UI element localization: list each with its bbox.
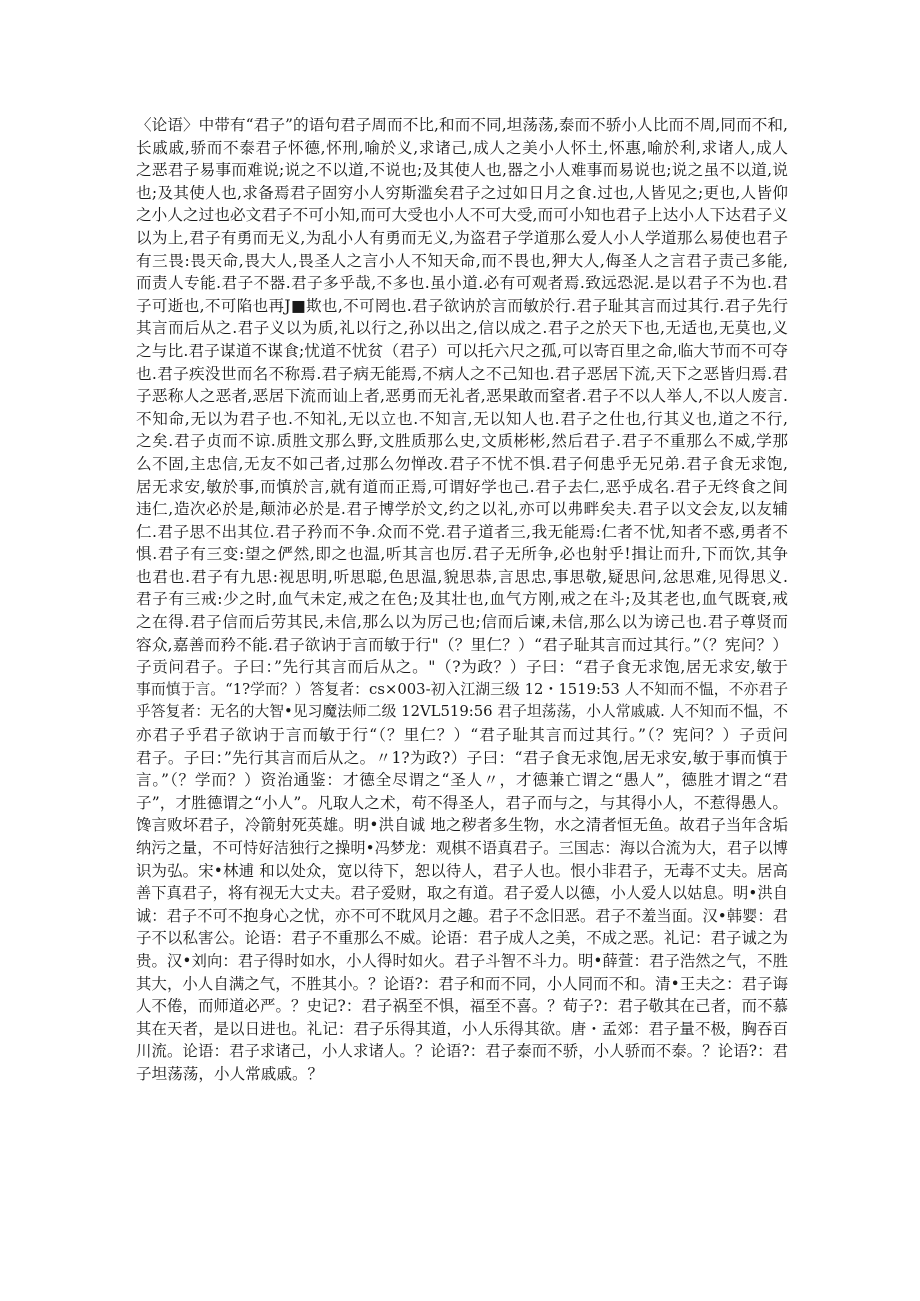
text-line: 善下真君子，将有视无大丈夫。君子爱财，取之有道。君子爱人以德，小人爱人以姑息。明•洪自 [136, 884, 788, 903]
text-line: 有三畏:畏天命,畏大人,畏圣人之言小人不知天命,而不畏也,狎大人,侮圣人之言君子责己多能, [136, 251, 788, 270]
text-line: 人不倦，而师道必严。？史记?：君子祸至不惧，福至不喜。？荀子?：君子敬其在己者，而不慕 [136, 997, 788, 1016]
text-line: 馋言败坏君子，冷箭射死英雄。明•洪自诚 地之秽者多生物，水之清者恒无鱼。故君子当年含垢 [136, 816, 788, 835]
text-line: 惧.君子有三变:望之俨然,即之也温,听其言也厉.君子无所争,必也射乎!揖让而升,下而饮,其争 [136, 545, 788, 564]
text-line: 子恶称人之恶者,恶居下流而讪上者,恶勇而无礼者,恶果敢而窒者.君子不以人举人,不以人废言. [136, 387, 788, 406]
text-line: 仁.君子思不出其位.君子矜而不争.众而不党.君子道者三,我无能焉:仁者不忧,知者不惑,勇者不 [136, 522, 788, 541]
text-line: 之恶君子易事而难说;说之不以道,不说也;及其使人也,器之小人难事而易说也;说之虽不以道,说 [136, 161, 788, 180]
text-line: 其大，小人自满之气，不胜其小。？论语?：君子和而不同，小人同而不和。清•王夫之：君子诲 [136, 974, 788, 993]
text-line: 也.君子疾没世而名不称焉.君子病无能焉,不病人之不己知也.君子恶居下流,天下之恶皆归焉.君 [136, 364, 788, 383]
text-line: 贵。汉•刘向：君子得时如水，小人得时如火。君子斗智不斗力。明•薛萱：君子浩然之气，不胜 [136, 951, 788, 970]
text-line: 言。”（？学而？）资治通鉴：才德全尽谓之“圣人〃，才德兼亡谓之“愚人”，德胜才谓之“君 [136, 771, 788, 790]
text-line: 乎答复者：无名的大智•见习魔法师二级 12VL519:56 君子坦荡荡，小人常戚戚. 人不知而不愠，不 [136, 703, 788, 721]
text-line: 不知命,无以为君子也.不知礼,无以立也.不知言,无以知人也.君子之仕也,行其义也,道之不行, [136, 409, 788, 428]
text-line: 么不固,主忠信,无友不如己者,过那么勿惮改.君子不忧不惧.君子何患乎无兄弟.君子食无求饱, [136, 454, 788, 473]
text-line: 子可逝也,不可陷也再J■欺也,不可罔也.君子欲讷於言而敏於行.君子耻其言而过其行.君子先行 [136, 296, 788, 315]
text-line: 长戚戚,骄而不泰君子怀德,怀刑,喻於义,求诸己,成人之美小人怀土,怀惠,喻於利,求诸人,成人 [136, 138, 788, 157]
text-line: 君子。子曰：”先行其言而后从之。〃1?为政?）子曰：“君子食无求饱,居无求安,敏于事而慎于 [136, 748, 788, 767]
text-line: 之在得.君子信而后劳其民,未信,那么以为厉己也;信而后谏,未信,那么以为谤己也.君子尊贤而 [136, 613, 788, 632]
text-line: 违仁,造次必於是,颠沛必於是.君子博学於文,约之以礼,亦可以弗畔矣夫.君子以文会友,以友辅 [136, 500, 788, 519]
text-line: 也;及其使人也,求备焉君子固穷小人穷斯滥矣君子之过如日月之食.过也,人皆见之;更也,人皆仰 [136, 183, 788, 202]
text-line: 而责人专能.君子不器.君子多乎哉,不多也.虽小道.必有可观者焉.致远恐泥.是以君子不为也.君 [136, 274, 788, 293]
text-line: 其言而后从之.君子义以为质,礼以行之,孙以出之,信以成之.君子之於天下也,无适也,无莫也,义 [136, 319, 788, 338]
text-line: 之与比.君子谋道不谋食;忧道不忧贫（君子）可以托六尺之孤,可以寄百里之命,临大节而不可夺 [136, 341, 788, 360]
text-line: 子贡问君子。子曰：”先行其言而后从之。"（?为政？）子曰：“君子食无求饱,居无求安,敏于 [136, 658, 788, 677]
text-line: 子坦荡荡，小人常戚戚。？ [136, 1064, 324, 1083]
text-line: 诚：君子不可不抱身心之忧，亦不可不耽风月之趣。君子不念旧恶。君子不羞当面。汉•韩婴：君 [136, 906, 788, 925]
text-line: 〈论语〉中带有“君子”的语句君子周而不比,和而不同,坦荡荡,泰而不骄小人比而不周,同而不和, [136, 116, 788, 134]
text-line: 以为上,君子有勇而无义,为乱小人有勇而无义,为盗君子学道那么爱人小人学道那么易使也君子 [136, 228, 788, 247]
text-line: 之矣.君子贞而不谅.质胜文那么野,文胜质那么史,文质彬彬,然后君子.君子不重那么不威,学那 [136, 432, 788, 451]
text-line: 亦君子乎君子欲讷于言而敏于行“（？里仁？）“君子耻其言而过其行。”（？宪问？）子贡问 [136, 726, 788, 745]
text-line: 川流。论语：君子求诸己，小人求诸人。？论语?：君子泰而不骄，小人骄而不泰。？论语?：君 [136, 1042, 788, 1061]
text-line: 君子有三戒:少之时,血气未定,戒之在色;及其壮也,血气方刚,戒之在斗;及其老也,血气既衰,戒 [136, 590, 788, 609]
text-line: 子不以私害公。论语：君子不重那么不威。论语：君子成人之美，不成之恶。礼记：君子诚之为 [136, 929, 788, 948]
text-line: 子”，才胜德谓之“小人”。凡取人之术，苟不得圣人，君子而与之，与其得小人，不惹得愚人。 [136, 793, 788, 812]
text-line: 容众,嘉善而矜不能.君子欲讷于言而敏于行"（？里仁？）“君子耻其言而过其行。”（？宪问？） [136, 635, 788, 654]
text-line: 也君也.君子有九思:视思明,听思聪,色思温,貌思恭,言思忠,事思敬,疑思问,忿思难,见得思义. [136, 567, 788, 586]
text-line: 识为弘。宋•林逋 和以处众，宽以待下，恕以待人，君子人也。恨小非君子，无毒不丈夫。居高 [136, 861, 788, 880]
text-line: 其在天者，是以日进也。礼记：君子乐得其道，小人乐得其欲。唐・孟郊：君子量不极，胸吞百 [136, 1019, 788, 1038]
text-line: 事而慎于言。“1?学而？）答复者：cs×003-初入江湖三级 12・1519:53 人不知而不愠，不亦君子 [136, 680, 788, 698]
text-line: 居无求安,敏於事,而慎於言,就有道而正焉,可谓好学也己.君子去仁,恶乎成名.君子无终食之间 [136, 477, 788, 496]
text-line: 之小人之过也必文君子不可小知,而可大受也小人不可大受,而可小知也君子上达小人下达君子义 [136, 206, 788, 225]
text-line: 纳污之量，不可恃好洁独行之操明•冯梦龙：观棋不语真君子。三国志：海以合流为大，君子以博 [136, 839, 788, 857]
document-body [136, 114, 788, 1086]
